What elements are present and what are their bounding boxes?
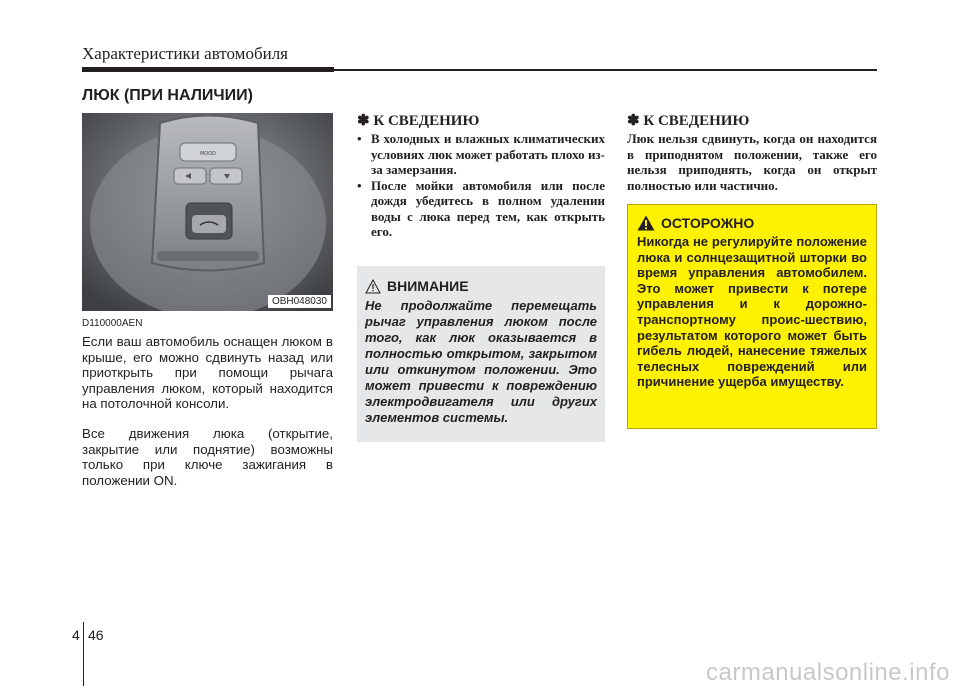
page-header-title: Характеристики автомобиля	[82, 44, 288, 63]
info-heading-middle: ✽ К СВЕДЕНИЮ	[357, 113, 480, 129]
page-number: 46	[88, 627, 104, 643]
caution-heading	[365, 278, 597, 294]
caution-title: ВНИМАНИЕ	[387, 278, 469, 294]
overhead-console-illustration	[82, 113, 333, 311]
header-rule-thin	[334, 69, 877, 71]
chapter-number: 4	[72, 627, 80, 643]
info-heading-right: ✽ К СВЕДЕНИЮ	[627, 113, 750, 129]
list-item: • В холодных и влажных климатических условиях люк может работать плохо из-за замерзания.	[357, 131, 605, 177]
header-rule-thick	[82, 67, 334, 72]
ignition-paragraph: Все движения люка (открытие, закрытие или поднятие) возможны только при ключе зажигания в положении ON.	[82, 426, 333, 488]
warning-text: Никогда не регулируйте положение люка и солнцезащитной шторки во время управления автомобилем. Это может привести к потере управления и к дорожно-транспортному проис-шествию, результатом которого может быть гибель людей, нанесение тяжелых телесных повреждений или причинение ущерба имуществу.	[637, 234, 867, 390]
bullet-dot-icon: •	[357, 177, 362, 193]
bullet-dot-icon: •	[357, 131, 362, 146]
document-code: D110000AEN	[82, 318, 143, 329]
caution-triangle-icon	[365, 279, 381, 294]
warning-heading	[637, 215, 867, 231]
info-bullet-list	[357, 131, 605, 240]
warning-box	[627, 204, 877, 429]
photo-code: OBH048030	[268, 295, 331, 308]
warning-title: ОСТОРОЖНО	[661, 215, 755, 231]
caution-text: Не продолжайте перемещать рычаг управления люком после того, как люк оказывается в полностью открытом, закрытом или откинутом положении. Это может привести к повреждению электродвигателя или других элементов системы.	[365, 298, 597, 425]
section-title: ЛЮК (ПРИ НАЛИЧИИ)	[82, 87, 253, 104]
info-text-right: Люк нельзя сдвинуть, когда он находится в приподнятом положении, также его нельзя приподнять, когда он открыт полностью или частично.	[627, 131, 877, 193]
list-item: • После мойки автомобиля или после дождя убедитесь в полном удалении воды с люка перед тем, как открыть его.	[357, 177, 605, 239]
intro-paragraph: Если ваш автомобиль оснащен люком в крыше, его можно сдвинуть назад или приоткрыть при помощи рычага управления люком, который находится на потолочной консоли.	[82, 334, 333, 412]
caution-box	[357, 266, 605, 442]
footer-divider	[83, 622, 84, 686]
warning-triangle-icon	[637, 215, 655, 231]
overhead-console-photo	[82, 113, 333, 311]
mood-button-label: MOOD	[199, 151, 217, 157]
watermark: carmanualsonline.info	[706, 659, 950, 686]
